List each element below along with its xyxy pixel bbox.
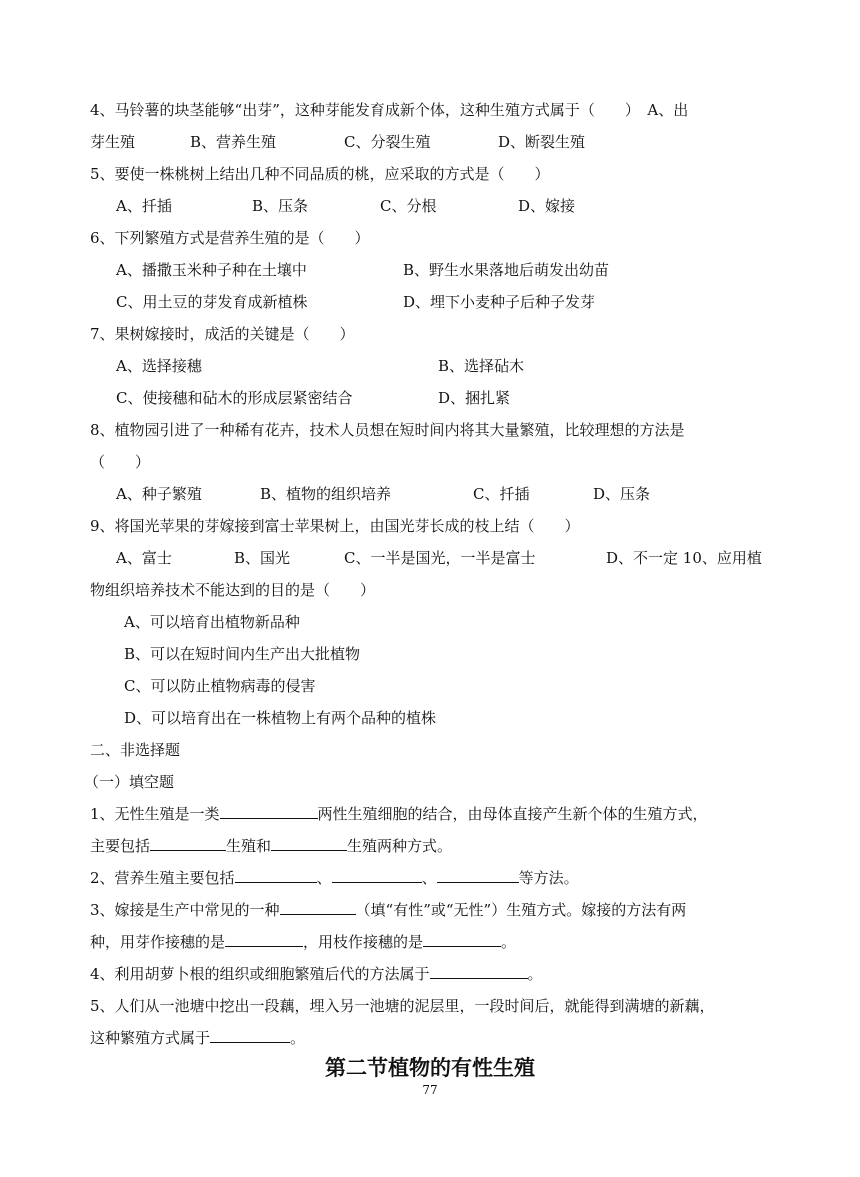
fill-1-text: 1、无性生殖是一类 [90, 805, 220, 823]
option-b: B、野生水果落地后萌发出幼苗 [403, 261, 610, 279]
question-10-option-b: B、可以在短时间内生产出大批植物 [124, 645, 361, 663]
option-c: C、使接穗和砧木的形成层紧密结合 [116, 389, 353, 407]
option-c: C、扦插 [473, 485, 530, 503]
question-10-option-d: D、可以培育出在一株植物上有两个品种的植株 [124, 709, 437, 727]
option-a: A、播撒玉米种子种在土壤中 [116, 261, 307, 279]
fill-3-text: ，用枝作接穗的是 [303, 933, 424, 951]
fill-3-text: 。 [501, 933, 517, 951]
option-a: A、种子繁殖 [116, 485, 202, 503]
question-10-stem: 物组织培养技术不能达到的目的是（ ） [90, 581, 376, 599]
option-b: B、国光 [234, 549, 291, 567]
option-a: A、选择接穗 [116, 357, 202, 375]
fill-2-text: 等方法。 [518, 869, 579, 887]
option-c: C、分裂生殖 [344, 133, 431, 151]
question-6-stem: 6、下列繁殖方式是营养生殖的是（ ） [90, 229, 370, 247]
fill-5-line1: 5、人们从一池塘中挖出一段藕，埋入另一池塘的泥层里，一段时间后，就能得到满塘的新藕， [90, 997, 715, 1015]
question-10-option-c: C、可以防止植物病毒的侵害 [124, 677, 316, 695]
section-heading: 二、非选择题 [90, 741, 181, 759]
fill-4-text: 4、利用胡萝卜根的组织或细胞繁殖后代的方法属于 [90, 965, 430, 983]
question-7-options-row2 [116, 388, 772, 408]
answer-blank[interactable] [225, 932, 303, 947]
question-9-stem: 9、将国光苹果的芽嫁接到富士苹果树上，由国光芽长成的枝上结（ ） [90, 517, 580, 535]
fill-1-text: 两性生殖细胞的结合，由母体直接产生新个体的生殖方式， [317, 805, 708, 823]
answer-blank[interactable] [437, 868, 519, 883]
subsection-heading: （一）填空题 [84, 773, 175, 791]
fill-4-text: 。 [527, 965, 543, 983]
option-b: B、植物的组织培养 [260, 485, 392, 503]
fill-5-line2 [90, 1028, 772, 1048]
answer-blank[interactable] [235, 868, 317, 883]
option-d: D、嫁接 [518, 197, 576, 215]
page-number: 77 [422, 1083, 438, 1097]
question-8-options [116, 484, 772, 504]
fill-1-line2 [90, 836, 772, 856]
fill-1-text: 生殖两种方式。 [347, 837, 453, 855]
option-d: D、不一定 10、应用植 [606, 549, 762, 567]
option-b: B、营养生殖 [190, 133, 277, 151]
option-d: D、捆扎紧 [438, 389, 511, 407]
question-5-options [116, 196, 772, 216]
answer-blank[interactable] [332, 868, 422, 883]
option-c: C、一半是国光，一半是富士 [344, 549, 536, 567]
question-10-option-a: A、可以培育出植物新品种 [124, 613, 300, 631]
question-5-stem: 5、要使一株桃树上结出几种不同品质的桃，应采取的方式是（ ） [90, 165, 550, 183]
fill-1-text: 生殖和 [226, 837, 272, 855]
option-b: B、选择砧木 [438, 357, 525, 375]
question-8-stem-cont: （ ） [90, 453, 151, 471]
option-d: D、断裂生殖 [498, 133, 586, 151]
question-4-options [90, 132, 772, 152]
answer-blank[interactable] [271, 836, 347, 851]
option-a: A、富士 [116, 549, 172, 567]
option-a: 芽生殖 [90, 133, 136, 151]
fill-5-text: 。 [290, 1029, 306, 1047]
fill-4-line [90, 964, 772, 984]
option-d: D、压条 [593, 485, 651, 503]
question-8-stem: 8、植物园引进了一种稀有花卉，技术人员想在短时间内将其大量繁殖，比较理想的方法是 [90, 421, 685, 439]
question-4-stem: 4、马铃薯的块茎能够“出芽”，这种芽能发育成新个体，这种生殖方式属于（ ） A、出 [90, 101, 689, 119]
answer-blank[interactable] [423, 932, 501, 947]
fill-1-text: 主要包括 [90, 837, 151, 855]
answer-blank[interactable] [280, 900, 356, 915]
question-7-options-row1 [116, 356, 772, 376]
question-6-options-row1 [116, 260, 772, 280]
option-c: C、分根 [380, 197, 437, 215]
fill-1-line1 [90, 804, 772, 824]
fill-2-text: 2、营养生殖主要包括 [90, 869, 235, 887]
option-c: C、用土豆的芽发育成新植株 [116, 293, 308, 311]
fill-3-line1 [90, 900, 772, 920]
fill-2-line [90, 868, 772, 888]
fill-5-text: 这种繁殖方式属于 [90, 1029, 211, 1047]
option-b: B、压条 [252, 197, 309, 215]
fill-3-text: 3、嫁接是生产中常见的一种 [90, 901, 280, 919]
section-title: 第二节植物的有性生殖 [325, 1056, 535, 1080]
answer-blank[interactable] [210, 1028, 290, 1043]
answer-blank[interactable] [220, 804, 318, 819]
separator: 、 [316, 869, 332, 887]
fill-3-text: 种，用芽作接穗的是 [90, 933, 226, 951]
option-d: D、埋下小麦种子后种子发芽 [403, 293, 596, 311]
answer-blank[interactable] [150, 836, 226, 851]
question-7-stem: 7、果树嫁接时，成活的关键是（ ） [90, 325, 355, 343]
answer-blank[interactable] [430, 964, 528, 979]
fill-3-text: （填“有性”或“无性”）生殖方式。嫁接的方法有两 [355, 901, 687, 919]
fill-3-line2 [90, 932, 772, 952]
question-9-options [116, 548, 772, 568]
separator: 、 [421, 869, 437, 887]
question-6-options-row2 [116, 292, 772, 312]
option-a: A、扦插 [116, 197, 172, 215]
